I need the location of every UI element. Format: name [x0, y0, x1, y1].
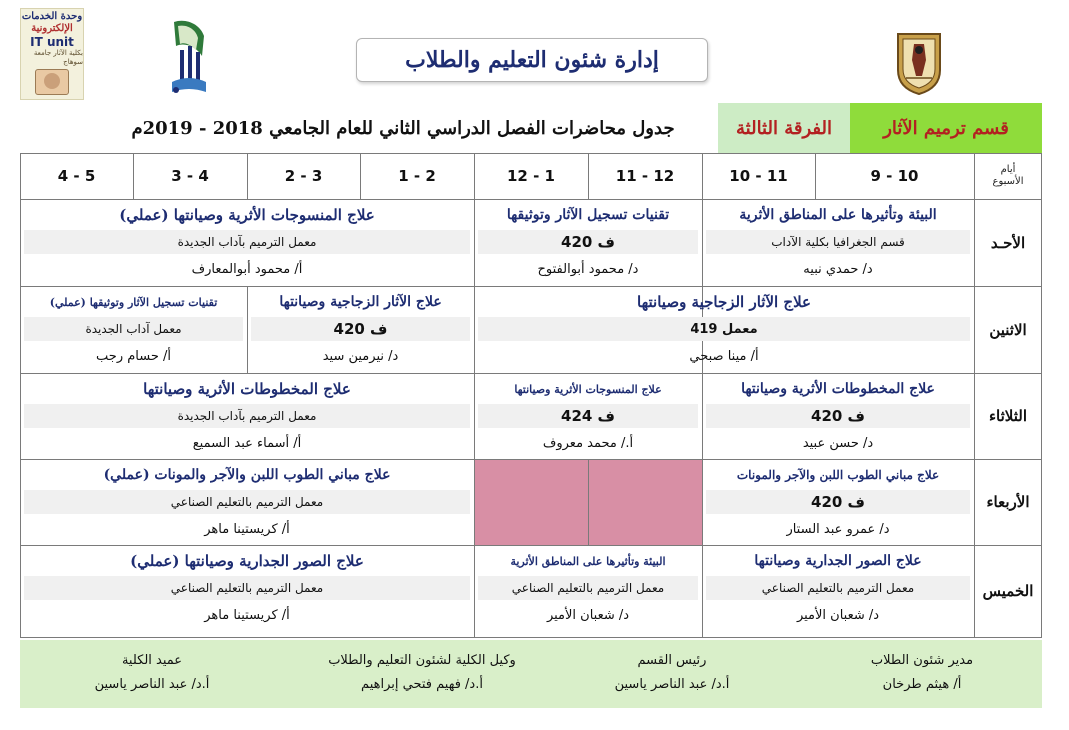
session-cell — [474, 200, 702, 286]
session-course: البيئة وتأثيرها على المناطق الأثرية — [739, 207, 937, 223]
days-header-line2: الأسبوع — [992, 176, 1024, 187]
session-course: علاج مباني الطوب اللبن والآجر والمونات (عملي) — [103, 467, 391, 483]
blocked-slot — [475, 460, 588, 545]
session-teacher: د/ حسن عبيد — [802, 435, 874, 451]
session-teacher: أ/ مينا صبحي — [689, 348, 759, 364]
signature-student-affairs-director — [802, 640, 1042, 697]
session-room: معمل الترميم بالتعليم الصناعي — [478, 576, 698, 600]
session-cell — [20, 546, 474, 637]
day-thursday: الخميس — [982, 582, 1034, 600]
faculty-logo — [166, 16, 212, 98]
time-slot-12-1: 12 - 1 — [507, 167, 555, 185]
session-course: علاج المنسوجات الأثرية وصيانتها — [514, 382, 662, 396]
day-sunday: الأحـد — [990, 233, 1026, 252]
session-room: قسم الجغرافيا بكلية الآداب — [706, 230, 970, 254]
blocked-slot — [589, 460, 702, 545]
session-cell — [474, 546, 702, 637]
it-unit-logo — [20, 8, 84, 100]
schedule-title: جدول محاضرات الفصل الدراسي الثاني للعام الجامعي 2018 - 2019م — [131, 117, 675, 139]
session-room: ف 420 — [251, 317, 470, 341]
time-slot-10-11: 10 - 11 — [729, 167, 788, 185]
session-room: معمل الترميم بالتعليم الصناعي — [706, 576, 970, 600]
session-cell — [20, 287, 247, 373]
session-room: ف 420 — [706, 490, 970, 514]
session-teacher: أ/ محمود أبوالمعارف — [191, 261, 303, 277]
signature-title: رئيس القسم — [637, 653, 707, 668]
schedule-subheader — [88, 103, 1042, 153]
time-slot-2-3: 2 - 3 — [284, 167, 323, 185]
session-room: معمل 419 — [478, 317, 970, 341]
session-teacher: د/ شعبان الأمير — [796, 607, 880, 623]
time-slot-3-4: 3 - 4 — [171, 167, 209, 185]
signatures-footer — [20, 640, 1042, 708]
signature-department-head — [552, 640, 792, 697]
session-cell — [20, 200, 474, 286]
days-column-header — [974, 153, 1042, 199]
it-logo-line2: الإلكترونية — [31, 23, 73, 34]
session-course: علاج المنسوجات الأثرية وصيانتها (عملي) — [119, 206, 375, 224]
schedule-table — [20, 153, 1042, 638]
session-cell — [474, 287, 974, 373]
session-room: معمل الترميم بالتعليم الصناعي — [24, 576, 470, 600]
session-room: ف 420 — [706, 404, 970, 428]
session-teacher: د/ شعبان الأمير — [546, 607, 630, 623]
grid-line — [20, 637, 1042, 638]
session-teacher: د/ عمرو عبد الستار — [786, 521, 890, 537]
session-course: علاج الآثار الزجاجية وصيانتها — [279, 294, 442, 310]
days-header-line1: أيام — [1000, 164, 1016, 175]
session-course: تقنيات تسجيل الآثار وتوثيقها (عملي) — [49, 295, 218, 309]
session-course: علاج مباني الطوب اللبن والآجر والمونات — [736, 468, 940, 482]
year-level-label: الفرقة الثالثة — [718, 103, 850, 153]
session-teacher: د/ حمدي نبيه — [803, 261, 873, 277]
day-wednesday: الأربعاء — [986, 493, 1030, 511]
signature-name: أ.د/ عبد الناصر ياسين — [94, 677, 210, 692]
session-room: معمل الترميم بآداب الجديدة — [24, 230, 470, 254]
time-slot-4-5: 4 - 5 — [57, 167, 96, 185]
session-course: علاج الآثار الزجاجية وصيانتها — [637, 293, 811, 311]
session-cell — [702, 200, 974, 286]
session-teacher: د/ نيرمين سيد — [322, 348, 399, 364]
session-room: معمل الترميم بالتعليم الصناعي — [24, 490, 470, 514]
session-cell — [20, 460, 474, 545]
it-logo-line1: وحدة الخدمات — [21, 11, 83, 22]
time-slot-9-10: 9 - 10 — [870, 167, 919, 185]
department-label: قسم ترميم الآثار — [850, 103, 1042, 153]
session-course: تقنيات تسجيل الآثار وتوثيقها — [506, 207, 670, 223]
signature-title: مدير شئون الطلاب — [870, 653, 974, 668]
session-course: علاج الصور الجدارية وصيانتها — [754, 553, 922, 569]
session-room: معمل الترميم بآداب الجديدة — [24, 404, 470, 428]
signature-vice-dean — [302, 640, 542, 697]
portrait-icon — [35, 69, 69, 95]
page-title: إدارة شئون التعليم والطلاب — [356, 38, 708, 82]
session-cell — [474, 374, 702, 459]
session-course: علاج المخطوطات الأثرية وصيانتها — [741, 381, 935, 397]
session-room: معمل آداب الجديدة — [24, 317, 243, 341]
day-tuesday: الثلاثاء — [989, 407, 1028, 425]
session-cell — [702, 546, 974, 637]
signature-title: وكيل الكلية لشئون التعليم والطلاب — [328, 653, 516, 668]
session-cell — [702, 460, 974, 545]
session-cell — [247, 287, 474, 373]
session-course: البيئة وتأثيرها على المناطق الأثرية — [510, 554, 666, 568]
session-teacher: د/ محمود أبوالفتوح — [537, 261, 639, 277]
session-teacher: أ/ كريستينا ماهر — [204, 607, 290, 623]
session-course: علاج الصور الجدارية وصيانتها (عملي) — [130, 552, 364, 570]
session-course: علاج المخطوطات الأثرية وصيانتها — [143, 380, 351, 398]
session-cell — [702, 374, 974, 459]
university-logo — [892, 30, 946, 96]
it-logo-line4: بكلية الآثار جامعة سوهاج — [33, 49, 83, 66]
day-monday: الاثنين — [989, 320, 1027, 339]
session-room: ف 424 — [478, 404, 698, 428]
time-slot-1-2: 1 - 2 — [398, 167, 436, 185]
signature-name: أ.د/ عبد الناصر ياسين — [614, 677, 730, 692]
session-teacher: أ/ حسام رجب — [96, 348, 171, 364]
session-teacher: أ/ أسماء عبد السميع — [192, 435, 302, 451]
it-logo-line3: IT unit — [30, 35, 74, 49]
signature-name: أ/ هيثم طرخان — [882, 677, 962, 692]
session-cell — [20, 374, 474, 459]
signature-title: عميد الكلية — [121, 653, 183, 668]
session-teacher: أ/ كريستينا ماهر — [204, 521, 290, 537]
signature-name: أ.د/ فهيم فتحي إبراهيم — [361, 677, 483, 692]
time-slot-11-12: 11 - 12 — [615, 167, 675, 185]
session-room: ف 420 — [478, 230, 698, 254]
session-teacher: أ./ محمد معروف — [542, 435, 634, 451]
signature-dean — [32, 640, 272, 697]
